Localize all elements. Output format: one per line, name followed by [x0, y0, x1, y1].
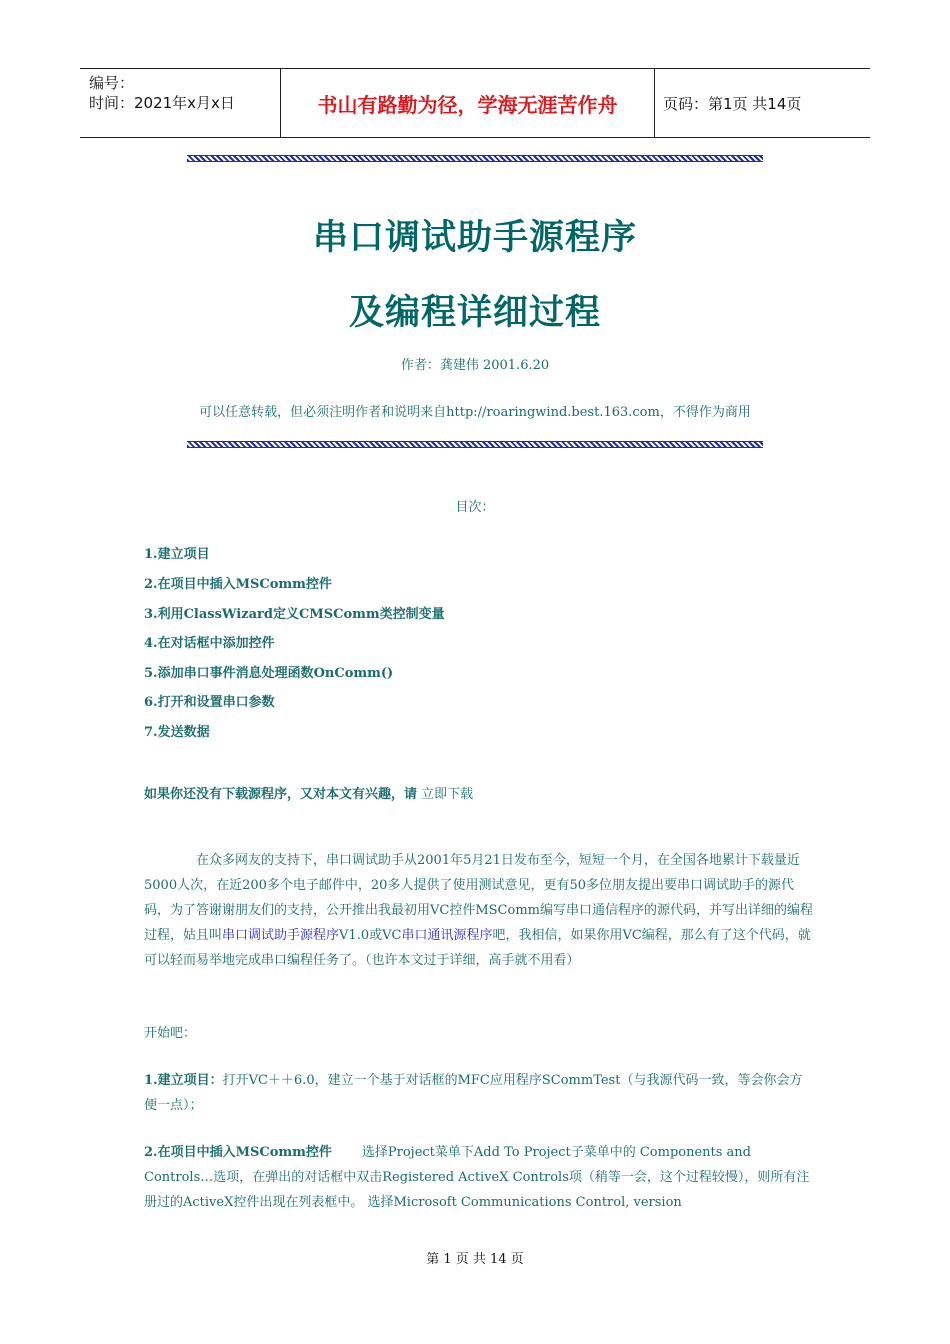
toc-item-2[interactable]: 2.在项目中插入MSComm控件	[144, 577, 332, 592]
page-footer: 第 1 页 共 14 页	[426, 1252, 524, 1267]
doc-copyright: 可以任意转载，但必须注明作者和说明来自http://roaringwind.best.163.com，不得作为商用	[199, 405, 751, 420]
doc-title-line1: 串口调试助手源程序	[312, 218, 637, 258]
intro-paragraph	[144, 848, 814, 973]
intro-text-1: 在众多网友的支持下，串口调试助手从2001年5月21日发布至今，短短一个月，在全国各地累计下载量近5000人次，在近200多个电子邮件中，20多人提供了使用测试意见，更有50多位朋友提出要串口调试助手的源代码，为了答谢谢朋友们的支持，公开推出我最初用VC控件MSComm编写串口通信程序的源代码，并写出详细的编程过程，姑且叫	[144, 853, 813, 943]
step2-text: 选择Project菜单下Add To Project子菜单中的 Components and Controls…选项，在弹出的对话框中双击Registered ActiveX Controls项（稍等一会，这个过程较慢），则所有注册过的ActiveX控件出现在列表框中。 选择Microsoft Communications Control, version	[144, 1145, 810, 1210]
toc-item-7[interactable]: 7.发送数据	[144, 725, 210, 740]
toc-heading: 目次：	[455, 500, 495, 515]
intro-link-source[interactable]: 串口调试助手源程序	[222, 928, 340, 943]
start-text: 开始吧：	[144, 1026, 197, 1041]
intro-link-comm[interactable]: 串口通讯源程序	[401, 928, 493, 943]
toc-item-3[interactable]: 3.利用ClassWizard定义CMSComm类控制变量	[144, 607, 445, 622]
toc-item-5[interactable]: 5.添加串口事件消息处理函数OnComm()	[144, 666, 394, 681]
download-link[interactable]: 立即下载	[421, 787, 474, 802]
download-prompt	[144, 782, 814, 807]
step2-paragraph	[144, 1140, 814, 1215]
wave-divider-top	[187, 155, 763, 162]
header-page-info: 页码：第1页 共14页	[663, 95, 802, 113]
intro-text-3: 吧，我相信，如果你用VC编程，那么有了这个代码，就可以轻而易举地完成串口编程任务了。（也许本文过于详细，高手就不用看）	[144, 928, 811, 968]
page-header	[80, 68, 870, 138]
step1-paragraph	[144, 1068, 814, 1118]
header-motto: 书山有路勤为径，学海无涯苦作舟	[280, 69, 655, 137]
number-label: 编号：	[89, 74, 135, 92]
toc-item-4[interactable]: 4.在对话框中添加控件	[144, 636, 275, 651]
time-label: 时间：2021年x月x日	[89, 94, 235, 112]
header-meta	[89, 73, 235, 113]
intro-text-2: V1.0或VC	[339, 928, 402, 943]
toc-item-1[interactable]: 1.建立项目	[144, 547, 210, 562]
step1-heading: 1.建立项目：	[144, 1073, 223, 1088]
wave-divider-bottom	[187, 441, 763, 448]
doc-author: 作者：龚建伟 2001.6.20	[400, 358, 550, 373]
step2-heading: 2.在项目中插入MSComm控件	[144, 1145, 332, 1160]
toc-item-6[interactable]: 6.打开和设置串口参数	[144, 695, 275, 710]
step1-text: 打开VC＋＋6.0，建立一个基于对话框的MFC应用程序SCommTest（与我源代码一致，等会你会方便一点）；	[144, 1073, 803, 1113]
doc-title-line2: 及编程详细过程	[348, 293, 601, 333]
download-prompt-text: 如果你还没有下载源程序，又对本文有兴趣，请	[144, 787, 418, 802]
